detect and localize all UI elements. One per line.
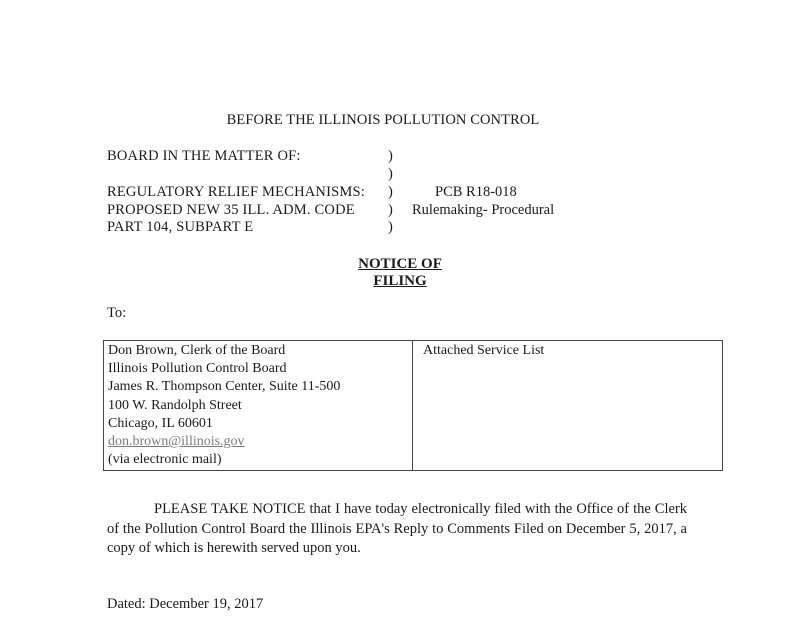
service-table <box>103 340 723 471</box>
case-number: PCB R18-018 <box>435 184 517 200</box>
recipient-city: Chicago, IL 60601 <box>108 415 213 431</box>
caption-paren-3: ) <box>388 184 393 200</box>
dated-line: Dated: December 19, 2017 <box>107 596 264 612</box>
service-list-cell <box>413 341 723 471</box>
notice-title-line-1: NOTICE OF <box>358 256 442 272</box>
to-label: To: <box>107 305 127 321</box>
caption-paren-4: ) <box>388 202 393 218</box>
recipient-email-link[interactable]: don.brown@illinois.gov <box>108 434 245 450</box>
recipient-name: Don Brown, Clerk of the Board <box>108 343 286 358</box>
caption-paren-5: ) <box>388 219 393 235</box>
recipient-address-2: 100 W. Randolph Street <box>108 397 242 413</box>
caption-line-1: BOARD IN THE MATTER OF: <box>107 148 301 164</box>
caption-line-5: PART 104, SUBPART E <box>107 219 254 235</box>
recipient-address-1: James R. Thompson Center, Suite 11-500 <box>108 379 341 395</box>
recipient-org: Illinois Pollution Control Board <box>108 361 287 377</box>
caption-line-3: REGULATORY RELIEF MECHANISMS: <box>107 184 365 200</box>
caption-paren-2: ) <box>388 166 393 182</box>
caption-line-4: PROPOSED NEW 35 ILL. ADM. CODE <box>107 202 355 218</box>
document-heading: BEFORE THE ILLINOIS POLLUTION CONTROL <box>226 112 540 128</box>
recipient-cell <box>104 341 413 471</box>
case-type: Rulemaking- Procedural <box>412 202 555 218</box>
notice-body: PLEASE TAKE NOTICE that I have today electronically filed with the Office of the Clerk of the Pollution Control Board the Illinois EPA's Reply to Comments Filed on December 5, 2017, a copy of which is herewith served upon you. <box>107 501 687 556</box>
recipient-method: (via electronic mail) <box>108 452 222 468</box>
caption-paren-1: ) <box>388 148 393 164</box>
service-list-label: Attached Service List <box>423 343 545 358</box>
notice-title-line-2: FILING <box>373 273 427 289</box>
